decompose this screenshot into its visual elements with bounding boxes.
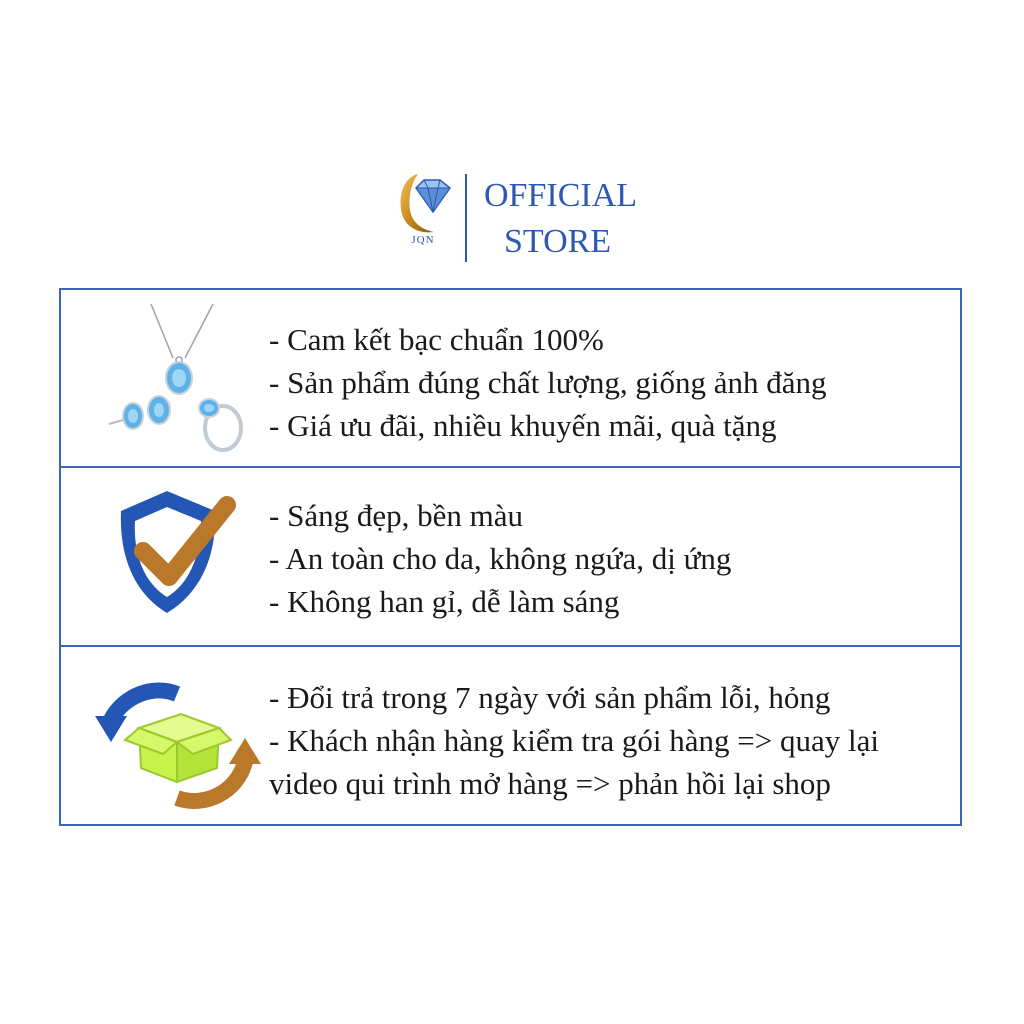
- list-item: - An toàn cho da, không ngứa, dị ứng: [269, 541, 732, 576]
- feature-list: [269, 318, 827, 447]
- feature-row-returns: [61, 648, 960, 826]
- list-item: - Sản phẩm đúng chất lượng, giống ảnh đăng: [269, 365, 827, 400]
- feature-list: [269, 494, 731, 623]
- jqn-logo: [394, 168, 458, 260]
- features-table: [59, 288, 962, 826]
- official-label: OFFICIAL: [484, 177, 638, 214]
- logo-text: JQN: [411, 234, 435, 246]
- list-item: - Cam kết bạc chuẩn 100%: [269, 322, 604, 357]
- list-item: - Đổi trả trong 7 ngày với sản phẩm lỗi, hỏng: [269, 680, 831, 715]
- list-item: - Khách nhận hàng kiểm tra gói hàng => quay lại: [269, 723, 880, 758]
- list-item: - Giá ưu đãi, nhiều khuyến mãi, quà tặng: [269, 408, 777, 443]
- list-item: - Không han gỉ, dễ làm sáng: [269, 584, 620, 619]
- return-box-icon: [81, 658, 271, 816]
- list-item: - Sáng đẹp, bền màu: [269, 498, 523, 533]
- list-item: video qui trình mở hàng => phản hồi lại shop: [269, 766, 831, 801]
- jewelry-set-icon: [81, 300, 271, 458]
- brand-header: [388, 168, 648, 268]
- divider: [465, 174, 467, 262]
- shield-check-icon: [81, 479, 271, 637]
- store-label: STORE: [504, 223, 612, 260]
- feature-row-quality: [61, 290, 960, 468]
- diamond-ring-logo-icon: [394, 168, 458, 238]
- feature-row-durability: [61, 469, 960, 647]
- feature-list: [269, 676, 879, 805]
